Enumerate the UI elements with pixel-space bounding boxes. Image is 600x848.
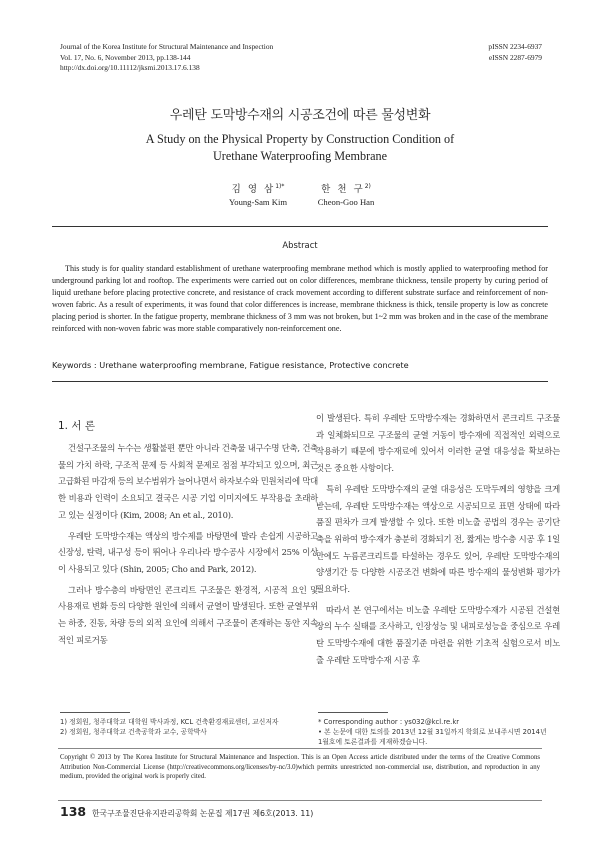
footer-journal: 한국구조물진단유지관리공학회 논문집 제17권 제6호(2013. 11): [92, 809, 314, 818]
author-2-name-en: Cheon-Goo Han: [317, 197, 375, 207]
footnote-rule: [60, 712, 130, 713]
discussion-note: • 본 논문에 대한 토의를 2013년 12월 31일까지 학회로 보내주시면 2014년 1월호에 토론결과를 게재하겠습니다.: [318, 728, 547, 746]
title-english-line-1: A Study on the Physical Property by Construction Condition of: [145, 132, 455, 146]
corresponding-author: * Corresponding author : ys032@kcl.re.kr: [318, 718, 460, 726]
keywords-label: Keywords :: [52, 360, 97, 370]
journal-volume: Vol. 17, No. 6, November 2013, pp.138-144: [60, 52, 191, 62]
title-english: [0, 131, 600, 165]
footnote-2: 2) 정회원, 청주대학교 건축공학과 교수, 공학박사: [60, 728, 207, 736]
abstract-top-rule: [52, 226, 548, 227]
body-paragraph: 그러나 방수층의 바탕면인 콘크리트 구조물은 환경적, 시공적 요인 및 사용재료 변화 등의 다양한 원인에 의해서 균열이 발생된다. 또한 균열부위는 하중, 진동, 차량 등의 외적 요인에 의해서 구조물이 존재하는 동안 지속적인 피로거동: [58, 584, 318, 645]
footnote-rule: [318, 712, 388, 713]
author-1-affil-mark: 1)*: [275, 182, 285, 190]
title-korean: 우레탄 도막방수재의 시공조건에 따른 물성변화: [169, 108, 431, 123]
page-number: 138: [60, 804, 87, 819]
body-paragraph: 우레탄 도막방수재는 액상의 방수제를 바탕면에 발라 손쉽게 시공하고 신장성, 탄력, 내구성 등이 뛰어나 우리나라 방수공사 시장에서 25% 이상이 사용되고 있다 (Shin, 2005; Cho and Park, 2012).: [58, 530, 318, 574]
author-2-name-ko: 한 천 구: [321, 184, 365, 195]
footnotes-right: [318, 712, 548, 747]
journal-header-right: [488, 42, 542, 63]
author-2-affil-mark: 2): [364, 182, 371, 190]
title-english-line-2: Urethane Waterproofing Membrane: [212, 149, 388, 163]
abstract-bottom-rule: [52, 381, 548, 382]
section-heading-introduction: 1. 서 론: [58, 420, 95, 432]
keywords-text: Urethane waterproofing membrane, Fatigue resistance, Protective concrete: [99, 360, 409, 370]
copyright-rule: [58, 748, 542, 749]
left-column: [58, 440, 318, 652]
author-2: [276, 181, 416, 207]
body-paragraph: 특히 우레탄 도막방수재의 균열 대응성은 도막두께의 영향을 크게 받는데, 우레탄 도막방수재는 액상으로 시공되므로 표면 상태에 따라 품질 편차가 크게 발생할 수 있다. 또한 비노출 공법의 경우는 공기단축을 위하여 방수재가 충분히 경화되기 전, 짧게는 방수층 시공 후 1일만에도 누름콘크리트를 타설하는 경우도 있어, 우레탄 도막방수재의 양생기간 등 다양한 시공조건 변화에 따른 방수재의 물성변화 평가가 필요하다.: [316, 483, 560, 595]
body-paragraph: 따라서 본 연구에서는 비노출 우레탄 도막방수재가 시공된 건설현장의 누수 실태를 조사하고, 인장성능 및 내피로성능을 중심으로 우레탄 도막방수재에 대한 품질기준 마련을 위한 기초적 실험으로서 비노출 우레탄 도막방수재 시공 후: [316, 604, 560, 665]
body-paragraph: 이 발생된다. 특히 우레탄 도막방수재는 경화하면서 콘크리트 구조물과 일체화되므로 구조물의 균열 거동이 방수재에 직접적인 외력으로 작용하기 때문에 방수재료에 있어서 이러한 균열 대응성을 확보하는 것은 중요한 사항이다.: [316, 413, 560, 474]
keywords: [52, 360, 548, 370]
pissn: pISSN 2234-6937: [488, 42, 542, 51]
footer-rule: [58, 800, 542, 801]
journal-name: Journal of the Korea Institute for Structural Maintenance and Inspection: [60, 42, 274, 51]
copyright-notice: Copyright © 2013 by The Korea Institute for Structural Maintenance and Inspection. This is an Open Access article distributed under the terms of the Creative Commons Attribution Non-Commercial License (http://creativecommons.org/licenses/by-nc/3.0)which permits unrestricted non-commercial use, distribution, and reproduction in any medium, provided the original work is properly cited.: [60, 754, 540, 781]
author-1-name-ko: 김 영 삼: [231, 184, 276, 195]
footnote-1: 1) 정회원, 청주대학교 대학원 박사과정, KCL 건축환경재료센터, 교신저자: [60, 718, 279, 726]
doi-link[interactable]: http://dx.doi.org/10.11112/jksmi.2013.17.6.138: [60, 63, 200, 72]
abstract-heading: Abstract: [282, 240, 318, 250]
eissn: eISSN 2287-6979: [488, 52, 542, 62]
journal-header-left: [60, 42, 273, 74]
author-1-name-en: Young-Sam Kim: [228, 197, 288, 207]
right-column: [316, 410, 560, 673]
abstract-text: This study is for quality standard establishment of urethane waterproofing membrane method which is mostly applied to waterproofing method for underground parking lot and rooftop. The experiments were carried out on color differences, membrane thickness, tensile property by curing period of liquid urethane before placing protective concrete, and resistance of crack movement according to different substrate surface and reinforcement of non-woven fabric. As a result of experiments, it was found that color differences is increase, membrane thickness is thick, tensile property is low as concrete placing period is shorter. In the fatigue property, membrane thickness of 3 mm was not broken, but 1~2 mm was broken and in the case of the membrane reinforced with non-woven fabric was more stable comparatively non-reinforcement one.: [52, 264, 548, 334]
footnotes-left: [60, 712, 310, 737]
body-paragraph: 건설구조물의 누수는 생활불편 뿐만 아니라 건축물 내구수명 단축, 건축물의 가치 하락, 구조적 문제 등 사회적 문제로 점점 부각되고 있으며, 최근 고급화된 마감재 등의 보수범위가 늘어나면서 하자보수와 민원처리에 막대한 비용과 인력이 소요되고 결국은 시공 기업 이미지에도 부작용을 초래하고 있는 실정이다 (Kim, 2008; An et al., 2010).: [58, 443, 318, 520]
